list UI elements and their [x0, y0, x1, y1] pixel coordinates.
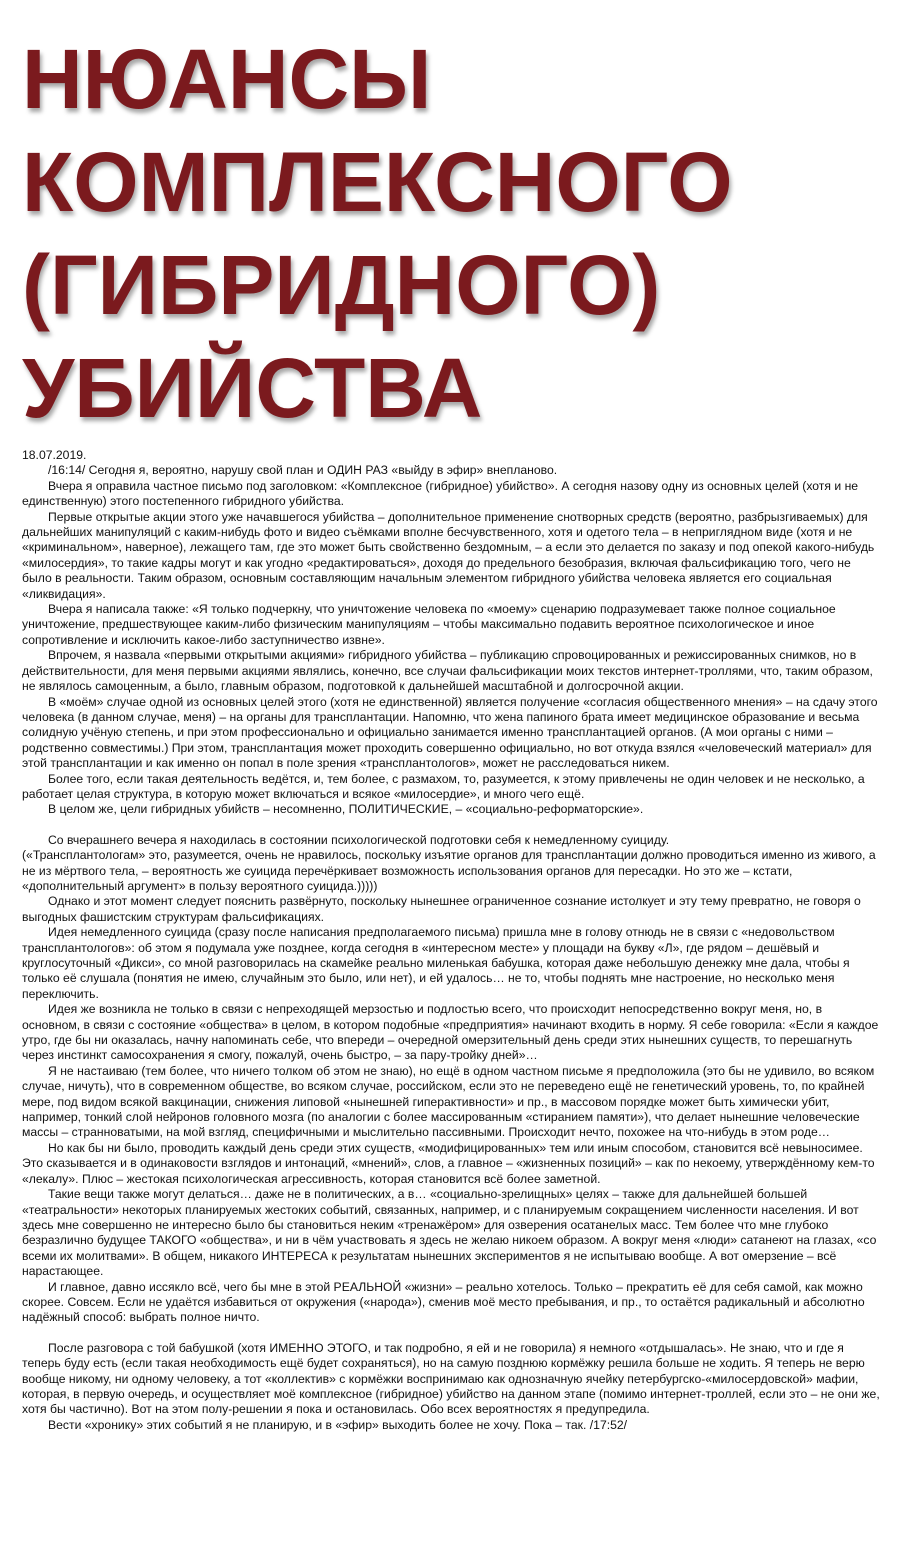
article-body	[22, 448, 880, 1433]
paragraph: Идея же возникла не только в связи с непреходящей мерзостью и подлостью всего, что происходит непосредственно вокруг меня, но, в основном, в связи с состояние «общества» в целом, в котором подобные «предприятия» начинают входить в норму. Я себе говорила: «Если я каждое утро, где бы ни оказалась, начну напоминать себе, что впереди – очередной омерзительный день среди этих нынешних существ, то перешагнуть через инстинкт самосохранения я смогу, пожалуй, очень быстро, – за пару-тройку дней»…	[22, 1002, 879, 1063]
paragraph: Вести «хронику» этих событий я не планирую, и в «эфир» выходить более не хочу. Пока – так. /17:52/	[48, 1417, 628, 1432]
paragraph: Со вчерашнего вечера я находилась в состоянии психологической подготовки себя к немедленному суициду.	[48, 832, 670, 847]
paragraph: В целом же, цели гибридных убийств – несомненно, ПОЛИТИЧЕСКИЕ, – «социально-реформаторские».	[48, 802, 644, 817]
paragraph: Однако и этот момент следует пояснить развёрнуто, поскольку нынешнее ограниченное сознание истолкует и эту тему превратно, не говоря о выгодных фашистским структурам фальсификациях.	[22, 894, 861, 924]
paragraph: Такие вещи также могут делаться… даже не в политических, а в… «социально-зрелищных» целях – также для дальнейшей большей «театральности» некоторых планируемых жестоких событий, связанных, например, и с планируемым сокращением численности населения. И вот здесь мне совершенно не интересно было бы становиться неким «тренажёром» для озверения осатанелых масс. Тем более что мне глубоко безразлично будущее ТАКОГО «общества», и ни в чём участвовать я здесь не желаю никоем образом. А вокруг меня «люди» сатанеют на глазах, «со всеми их молитвами». В общем, никакого ИНТЕРЕСА к результатам нынешних экспериментов я не испытываю вообще. А вот омерзение – всё нарастающее.	[22, 1187, 877, 1279]
paragraph: («Трансплантологам» это, разумеется, очень не нравилось, поскольку изъятие органов для трансплантации должно проводиться именно из живого, а не из мёртвого тела, – вероятность же суицида перечёркивает возможность использования органов для пересадки. Но это же – кстати, «дополнительный аргумент» в пользу вероятного суицида.)))))	[22, 848, 876, 893]
title-line: НЮАНСЫ	[22, 32, 432, 126]
spacer	[22, 818, 880, 833]
paragraph: Первые открытые акции этого уже начавшегося убийства – дополнительное применение снотворных средств (вероятно, разбрызгиваемых) для дальнейших манипуляций с каким-нибудь фото и видео съёмками вполне бесчувственного, хотя и одетого тела – в неприглядном виде (хотя и не «криминальном», наверное), лежащего там, где это может быть свойственно бездомным, – а если это делается по заказу и под опекой какого-нибудь «милосердия», то такие кадры могут и как угодно «редактироваться», доходя до предельного безобразия, включая фальсификацию того, чего не было в реальности. Таким образом, основным составляющим начальным элементом гибридного убийства человека является его социальная «ликвидация».	[22, 509, 875, 601]
title-line: УБИЙСТВА	[22, 341, 483, 435]
paragraph: Я не настаиваю (тем более, что ничего толком об этом не знаю), но ещё в одном частном письме я предположила (это бы не удивило, во всяком случае, ничуть), что в современном обществе, во всяком случае, российском, если это не переведено ещё не генетический уровень, то, по крайней мере, под видом всякой вакцинации, снижения липовой «нынешней гиперактивности» и пр., в массовом порядке может быть химически убит, например, тонкий слой нейронов головного мозга (по аналогии с более массированным «стиранием памяти»), что делает нынешние человеческие массы – странноватыми, на мой взгляд, специфичными и мыслительно пассивными. Происходит нечто, похожее на что-нибудь в этом роде…	[22, 1063, 875, 1140]
title-line: КОМПЛЕКСНОГО	[22, 135, 733, 229]
paragraph: И главное, давно иссякло всё, чего бы мне в этой РЕАЛЬНОЙ «жизни» – реально хотелось. Только – прекратить её для себя самой, как можно скорее. Совсем. Если не удаётся избавиться от окружения («народа»), сменив моё место пребывания, и пр., то остаётся радикальный и абсолютно надёжный способ: выбрать полное ничто.	[22, 1279, 865, 1325]
paragraph: Вчера я оправила частное письмо под заголовком: «Комплексное (гибридное) убийство». А сегодня назову одну из основных целей (хотя и не единственную) этого постепенного гибридного убийства.	[22, 478, 859, 509]
paragraph: Более того, если такая деятельность ведётся, и, тем более, с размахом, то, разумеется, к этому привлечены не один человек и не несколько, а работает целая структура, в которую может включаться и всякое «милосердие», и много чего ещё.	[22, 771, 865, 801]
paragraph: В «моём» случае одной из основных целей этого (хотя не единственной) является получение «согласия общественного мнения» – на сдачу этого человека (в данном случае, меня) – на органы для трансплантации. Напомню, что жена папиного брата имеет медицинское образование и весьма солидную учёную степень, и при этом профессионально и официально занимается именно трансплантацией органов. (А мои органы с ними – родственно совместимы.) При этом, трансплантация может проходить совершенно официально, но вот откуда взялся «человеческий материал» для этой трансплантации и как именно он попал в поле зрения «трансплантологов», может не расследоваться никем.	[22, 694, 878, 771]
paragraph: Идея немедленного суицида (сразу после написания предполагаемого письма) пришла мне в голову отнюдь не в связи с «недовольством трансплантологов»: об этом я подумала уже позднее, когда сегодня в «интересном месте» у площади на букву «Л», где рядом – дешёвый и круглосуточный «Дикси», со мной разговорилась на скамейке реально миленькая бабушка, которая даже небольшую денежку мне дала, чтобы я только её слушала (понятия не имею, случайным это было, или нет), и ей удалось… не то, чтобы поднять мне настроение, но несколько меня переключить.	[22, 925, 850, 1001]
spacer	[22, 1326, 880, 1341]
paragraph: Впрочем, я назвала «первыми открытыми акциями» гибридного убийства – публикацию спровоцированных и режиссированных снимков, но в действительности, для меня первыми акциями являлись, конечно, все случаи фальсификации моих текстов интернет-троллями, что, таким образом, не являлось самоценным, а было, главным образом, подготовкой к дальнейшей масштабной и долгосрочной акции.	[22, 648, 873, 694]
paragraph: /16:14/ Сегодня я, вероятно, нарушу свой план и ОДИН РАЗ «выйду в эфир» внепланово.	[48, 463, 558, 478]
title-line: (ГИБРИДНОГО)	[22, 238, 661, 332]
article-date: 18.07.2019.	[22, 448, 87, 462]
paragraph: Но как бы ни было, проводить каждый день среди этих существ, «модифицированных» тем или иным способом, становится всё невыносимее. Это сказывается и в одинаковости взглядов и интонаций, «мнений», слов, а главное – «жизненных позиций» – как по некоему, утверждённому кем-то «лекалу». Плюс – жестокая психологическая агрессивность, которая становится всё более заметной.	[22, 1140, 875, 1186]
paragraph: После разговора с той бабушкой (хотя ИМЕННО ЭТОГО, и так подробно, я ей и не говорила) я немного «отдышалась». Не знаю, что и где я теперь буду есть (если такая необходимость ещё будет сохраняться), но на самую позднюю кормёжку решила больше не ходить. Я теперь не верю вообще никому, ни одному человеку, а тот «коллектив» с кормёжки воспринимаю как однозначную ячейку петербургско-«милосердовской» мафии, которая, в первую очередь, и осуществляет моё комплексное (гибридное) убийство на данном этапе (помимо интернет-троллей, если это – не они же, хотя бы частично). Вот на этом полу-решении я пока и остановилась. Обо всех вероятностях я предупредила.	[22, 1340, 880, 1417]
paragraph: Вчера я написала также: «Я только подчеркну, что уничтожение человека по «моему» сценарию подразумевает также полное социальное уничтожение, предшествующее каким-либо физическим манипуляциям – чтобы максимально подавить вероятное психологическое и иное сопротивление и исключить какое-либо заступничество извне».	[22, 602, 836, 647]
article-title	[22, 28, 882, 440]
